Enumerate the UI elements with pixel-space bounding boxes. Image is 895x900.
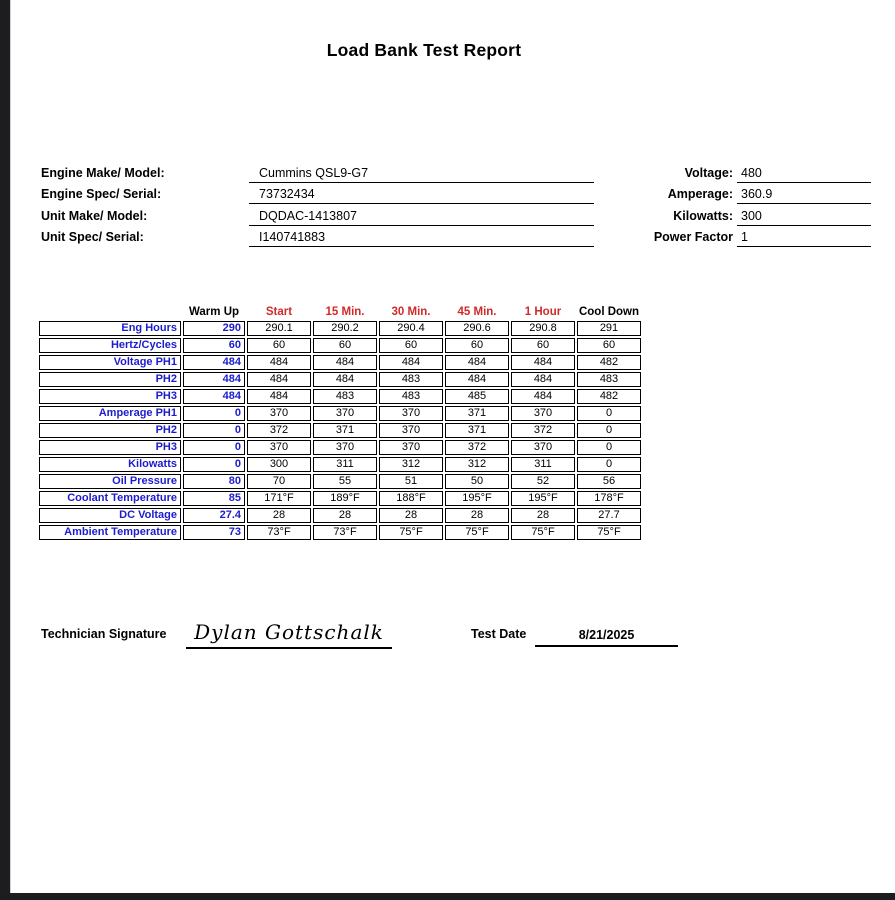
warm-up-value: 60 [183,338,245,353]
value-45-min: 484 [445,355,509,370]
cool-down-value: 483 [577,372,641,387]
row-label: Ambient Temperature [39,525,181,540]
cool-down-value: 482 [577,389,641,404]
value-1-hour: 290.8 [511,321,575,336]
row-label: Eng Hours [39,321,181,336]
value-15-min: 60 [313,338,377,353]
value-1-hour: 52 [511,474,575,489]
row-label: DC Voltage [39,508,181,523]
technician-signature-value: Dylan Gottschalk [194,620,384,644]
start-value: 370 [247,406,311,421]
value-15-min: 370 [313,406,377,421]
value-30-min: 28 [379,508,443,523]
field-value: Cummins QSL9-G7 [249,166,594,183]
field-value: I140741883 [249,230,594,247]
value-45-min: 485 [445,389,509,404]
column-header-15-min: 15 Min. [325,306,365,318]
value-30-min: 75°F [379,525,443,540]
value-45-min: 75°F [445,525,509,540]
value-15-min: 370 [313,440,377,455]
header-field-row [41,183,594,205]
table-row [39,423,641,438]
value-15-min: 73°F [313,525,377,540]
field-value: 480 [737,166,871,183]
field-label: Unit Make/ Model: [41,208,148,223]
value-1-hour: 75°F [511,525,575,540]
value-15-min: 290.2 [313,321,377,336]
field-label: Unit Spec/ Serial: [41,230,144,244]
value-30-min: 483 [379,389,443,404]
readings-table-grid [37,303,643,542]
field-value: DQDAC-1413807 [249,209,594,226]
value-45-min: 50 [445,474,509,489]
test-date-label: Test Date [471,627,527,641]
field-label: Kilowatts: [673,208,733,223]
start-value: 372 [247,423,311,438]
table-row [39,440,641,455]
field-label: Engine Make/ Model: [41,165,165,180]
value-45-min: 28 [445,508,509,523]
signature-section [41,618,721,660]
cool-down-value: 0 [577,440,641,455]
value-45-min: 195°F [445,491,509,506]
warm-up-value: 484 [183,372,245,387]
header-field-row [561,161,871,183]
value-45-min: 371 [445,406,509,421]
header-field-row [41,204,594,226]
field-value: 360.9 [737,187,871,204]
technician-signature-label: Technician Signature [41,627,167,641]
value-30-min: 370 [379,423,443,438]
start-value: 484 [247,372,311,387]
column-header-warm-up: Warm Up [188,306,240,318]
field-value: 73732434 [249,187,594,204]
header-field-row [561,183,871,205]
cool-down-value: 482 [577,355,641,370]
row-label: PH3 [39,389,181,404]
value-15-min: 28 [313,508,377,523]
value-30-min: 370 [379,440,443,455]
electrical-rating-fields [561,161,871,247]
start-value: 171°F [247,491,311,506]
value-30-min: 51 [379,474,443,489]
value-45-min: 372 [445,440,509,455]
value-45-min: 484 [445,372,509,387]
value-15-min: 189°F [313,491,377,506]
value-30-min: 290.4 [379,321,443,336]
table-row [39,525,641,540]
start-value: 300 [247,457,311,472]
value-30-min: 312 [379,457,443,472]
start-value: 28 [247,508,311,523]
field-label: Engine Spec/ Serial: [41,187,162,201]
value-1-hour: 484 [511,389,575,404]
warm-up-value: 80 [183,474,245,489]
value-1-hour: 370 [511,440,575,455]
row-label: PH3 [39,440,181,455]
value-15-min: 484 [313,372,377,387]
value-30-min: 370 [379,406,443,421]
column-header-30-min: 30 Min. [391,306,431,318]
value-45-min: 290.6 [445,321,509,336]
field-value: 300 [737,209,871,226]
warm-up-value: 0 [183,406,245,421]
value-45-min: 60 [445,338,509,353]
value-15-min: 55 [313,474,377,489]
column-header-1-hour: 1 Hour [524,306,562,318]
warm-up-value: 0 [183,440,245,455]
value-15-min: 483 [313,389,377,404]
test-date-value: 8/21/2025 [535,622,678,647]
table-row [39,355,641,370]
value-1-hour: 370 [511,406,575,421]
column-header-cool-down: Cool Down [578,306,640,318]
warm-up-value: 484 [183,389,245,404]
value-1-hour: 195°F [511,491,575,506]
cool-down-value: 0 [577,406,641,421]
field-label: Voltage: [684,165,733,180]
value-15-min: 484 [313,355,377,370]
table-row [39,491,641,506]
row-label: PH2 [39,372,181,387]
warm-up-value: 27.4 [183,508,245,523]
table-row [39,389,641,404]
cool-down-value: 0 [577,423,641,438]
table-row [39,508,641,523]
value-15-min: 311 [313,457,377,472]
engine-unit-fields [41,161,594,247]
value-30-min: 188°F [379,491,443,506]
value-1-hour: 484 [511,372,575,387]
row-label: Amperage PH1 [39,406,181,421]
row-label: Kilowatts [39,457,181,472]
header-field-row [561,226,871,248]
warm-up-value: 73 [183,525,245,540]
row-label: PH2 [39,423,181,438]
viewer-bottom-edge [0,893,895,900]
warm-up-value: 0 [183,423,245,438]
warm-up-value: 290 [183,321,245,336]
start-value: 73°F [247,525,311,540]
readings-table [37,303,643,542]
cool-down-value: 60 [577,338,641,353]
warm-up-value: 85 [183,491,245,506]
warm-up-value: 0 [183,457,245,472]
report-page [10,0,895,893]
header-field-row [41,161,594,183]
start-value: 60 [247,338,311,353]
row-label: Hertz/Cycles [39,338,181,353]
table-row [39,338,641,353]
value-1-hour: 28 [511,508,575,523]
table-header-spacer [39,305,181,319]
value-1-hour: 60 [511,338,575,353]
table-row [39,406,641,421]
value-15-min: 371 [313,423,377,438]
cool-down-value: 291 [577,321,641,336]
cool-down-value: 56 [577,474,641,489]
cool-down-value: 178°F [577,491,641,506]
value-30-min: 483 [379,372,443,387]
value-30-min: 484 [379,355,443,370]
column-header-45-min: 45 Min. [457,306,497,318]
report-title: Load Bank Test Report [326,40,522,60]
signature-line [186,618,392,649]
column-header-start: Start [265,306,293,318]
table-row [39,457,641,472]
start-value: 370 [247,440,311,455]
value-30-min: 60 [379,338,443,353]
table-row [39,474,641,489]
field-value: 1 [737,230,871,247]
start-value: 484 [247,389,311,404]
header-field-row [561,204,871,226]
value-1-hour: 311 [511,457,575,472]
field-label: Amperage: [667,187,733,201]
value-1-hour: 484 [511,355,575,370]
start-value: 290.1 [247,321,311,336]
warm-up-value: 484 [183,355,245,370]
value-45-min: 371 [445,423,509,438]
cool-down-value: 75°F [577,525,641,540]
cool-down-value: 27.7 [577,508,641,523]
table-row [39,321,641,336]
start-value: 70 [247,474,311,489]
cool-down-value: 0 [577,457,641,472]
row-label: Coolant Temperature [39,491,181,506]
value-45-min: 312 [445,457,509,472]
table-row [39,372,641,387]
row-label: Voltage PH1 [39,355,181,370]
table-header-row [39,305,641,319]
field-label: Power Factor [653,230,733,244]
row-label: Oil Pressure [39,474,181,489]
start-value: 484 [247,355,311,370]
header-field-row [41,226,594,248]
value-1-hour: 372 [511,423,575,438]
